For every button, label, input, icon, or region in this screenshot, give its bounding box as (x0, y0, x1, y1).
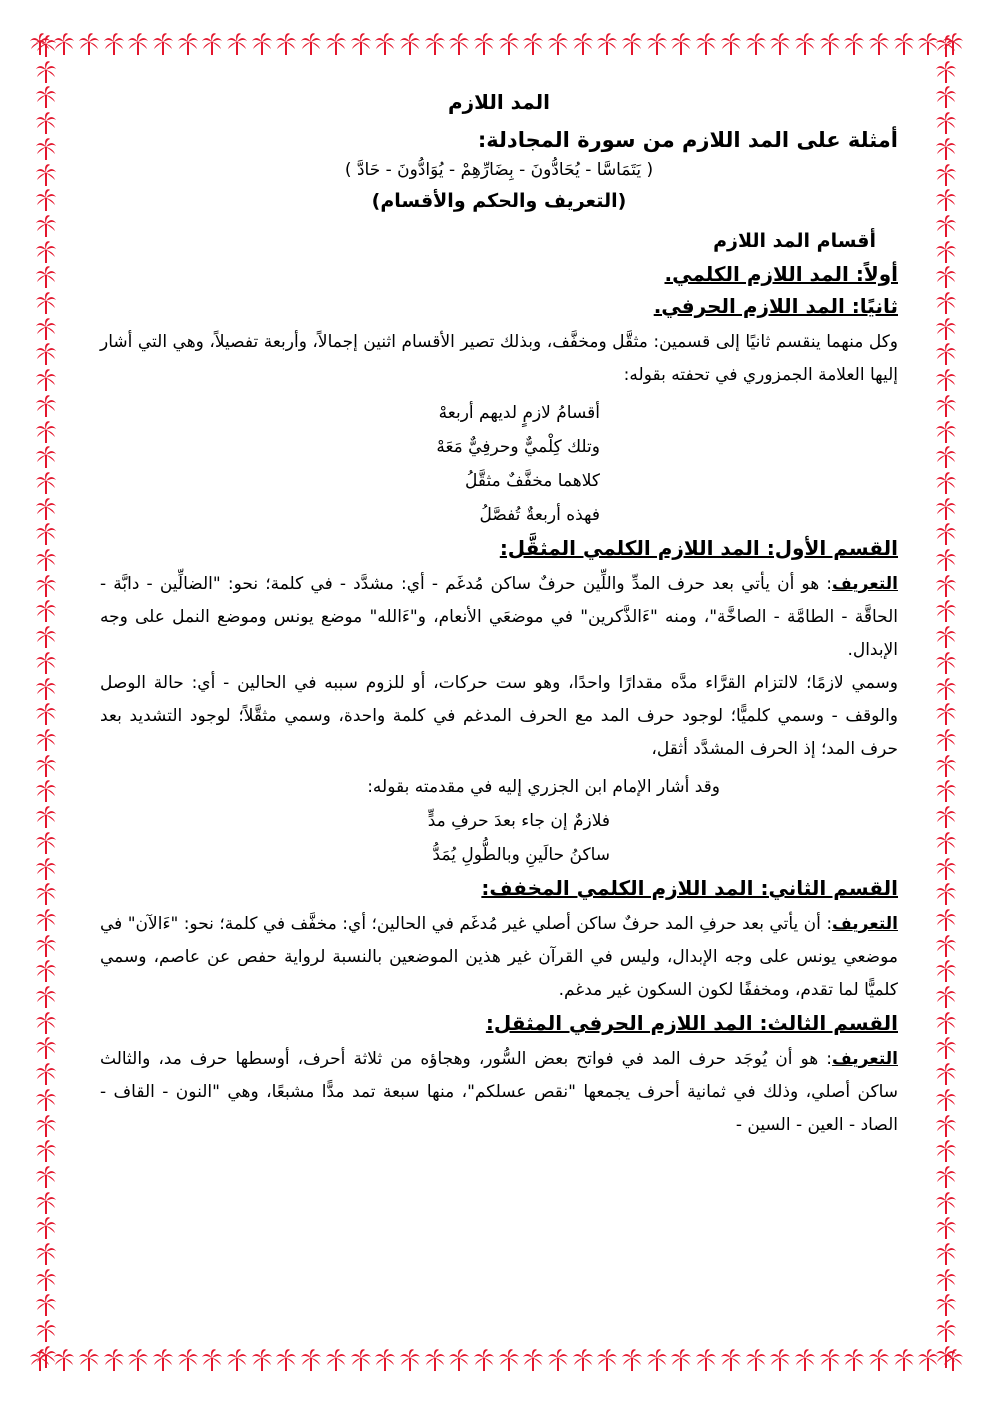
palm-tree-icon (103, 32, 125, 56)
palm-tree-icon (935, 214, 957, 238)
palm-tree-icon (374, 1348, 396, 1372)
definition-term: التعريف (832, 574, 898, 594)
palm-tree-icon (35, 882, 57, 906)
palm-tree-icon (35, 111, 57, 135)
palm-tree-icon (35, 394, 57, 418)
palm-tree-icon (935, 702, 957, 726)
palm-tree-icon (868, 32, 890, 56)
divisions-heading: أقسام المد اللازم (713, 230, 876, 252)
palm-tree-icon (350, 1348, 372, 1372)
examples-words: ( يَتَمَاسَّا - يُحَادُّونَ - بِضَارِّهِمْ - يُوَادُّونَ - حَادَّ ) (344, 160, 654, 180)
palm-tree-icon (35, 265, 57, 289)
palm-tree-icon (35, 754, 57, 778)
palm-tree-icon (843, 1348, 865, 1372)
poem-intro: وقد أشار الإمام ابن الجزري إليه في مقدمته بقوله: (367, 777, 720, 797)
second-kind-heading: ثانيًا: المد اللازم الحرفي. (653, 294, 898, 318)
palm-tree-icon (794, 32, 816, 56)
palm-tree-icon (695, 1348, 717, 1372)
palm-tree-icon (424, 1348, 446, 1372)
palm-tree-icon (78, 32, 100, 56)
palm-tree-icon (720, 1348, 742, 1372)
section1-naming: وسمي لازمًا؛ لالتزام القرَّاء مدَّه مقدارًا واحدًا، وهو ست حركات، أو للزوم سببه في الحالين - أي: حالة الوصل والوقف - وسمي كلميًّا؛ لوجود حرف المد مع الحرف المدغم في كلمة واحدة، وسمي مثقَّلاً؛ لوجود التشديد بعد حرف المد؛ إذ الحرف المشدَّد أثقل، (100, 673, 898, 759)
palm-tree-icon (35, 240, 57, 264)
palm-tree-icon (35, 1242, 57, 1266)
palm-tree-icon (325, 1348, 347, 1372)
palm-tree-icon (350, 32, 372, 56)
palm-tree-icon (35, 1036, 57, 1060)
palm-tree-icon (498, 32, 520, 56)
palm-tree-icon (745, 32, 767, 56)
palm-tree-icon (35, 625, 57, 649)
palm-tree-icon (35, 934, 57, 958)
palm-tree-icon (935, 548, 957, 572)
palm-tree-icon (935, 1165, 957, 1189)
palm-tree-icon (35, 34, 57, 58)
palm-tree-icon (646, 1348, 668, 1372)
palm-tree-icon (35, 1088, 57, 1112)
palm-tree-icon (935, 522, 957, 546)
intro-paragraph: وكل منهما ينقسم ثانيًا إلى قسمين: مثقَّل ومخفَّف، وبذلك تصير الأقسام اثنين إجمالاً، وأربعة تفصيلاً، وهي التي أشار إليها العلامة الجمزوري في تحفته بقوله: (100, 332, 898, 385)
palm-tree-icon (275, 1348, 297, 1372)
palm-tree-icon (35, 805, 57, 829)
palm-tree-icon (572, 1348, 594, 1372)
palm-tree-icon (935, 1242, 957, 1266)
palm-tree-icon (35, 137, 57, 161)
palm-tree-icon (35, 317, 57, 341)
palm-tree-icon (935, 625, 957, 649)
palm-tree-icon (935, 291, 957, 315)
palm-tree-icon (935, 959, 957, 983)
palm-tree-icon (35, 1114, 57, 1138)
palm-tree-icon (177, 32, 199, 56)
palm-tree-icon (935, 471, 957, 495)
palm-tree-icon (35, 677, 57, 701)
section2-heading: القسم الثاني: المد اللازم الكلمي المخفف: (481, 876, 898, 900)
palm-tree-icon (935, 1191, 957, 1215)
palm-tree-icon (152, 1348, 174, 1372)
palm-tree-icon (720, 32, 742, 56)
palm-tree-icon (935, 1011, 957, 1035)
poem-line: كلاهما مخفَّفٌ مثقَّلُ (464, 471, 600, 491)
poem-line: وتلك كِلْميٌّ وحرفِيٌّ مَعَهْ (436, 437, 600, 457)
palm-tree-icon (522, 32, 544, 56)
palm-tree-icon (448, 1348, 470, 1372)
section1-definition (100, 568, 898, 667)
palm-tree-icon (35, 497, 57, 521)
palm-tree-icon (35, 548, 57, 572)
palm-tree-icon (935, 1216, 957, 1240)
definition-term: التعريف (832, 914, 898, 934)
palm-tree-icon (522, 1348, 544, 1372)
palm-tree-icon (35, 522, 57, 546)
palm-tree-icon (935, 1293, 957, 1317)
palm-tree-icon (935, 599, 957, 623)
poem-line: أقسامُ لازمٍ لديهم أربعهْ (438, 403, 600, 423)
palm-tree-icon (35, 60, 57, 84)
palm-tree-icon (935, 651, 957, 675)
palm-tree-icon (177, 1348, 199, 1372)
palm-tree-icon (547, 1348, 569, 1372)
palm-tree-icon (35, 368, 57, 392)
palm-tree-icon (473, 1348, 495, 1372)
palm-tree-icon (935, 1088, 957, 1112)
palm-tree-icon (35, 85, 57, 109)
subtitle: (التعريف والحكم والأقسام) (371, 190, 627, 212)
palm-tree-icon (35, 599, 57, 623)
palm-tree-icon (893, 1348, 915, 1372)
palm-tree-icon (127, 1348, 149, 1372)
palm-tree-icon (201, 32, 223, 56)
palm-tree-icon (745, 1348, 767, 1372)
palm-tree-icon (35, 188, 57, 212)
palm-tree-icon (935, 1139, 957, 1163)
page-title: المد اللازم (447, 90, 550, 114)
palm-tree-icon (35, 214, 57, 238)
palm-tree-icon (201, 1348, 223, 1372)
palm-tree-icon (646, 32, 668, 56)
palm-tree-icon (35, 1011, 57, 1035)
palm-tree-icon (935, 1345, 957, 1369)
poem-jazari (100, 770, 898, 872)
section3-heading: القسم الثالث: المد اللازم الحرفي المثقل: (485, 1011, 898, 1035)
palm-tree-icon (300, 32, 322, 56)
palm-tree-icon (78, 1348, 100, 1372)
palm-tree-icon (35, 420, 57, 444)
poem-line: فلازمٌ إن جاء بعدَ حرفِ مدٍّ (427, 811, 610, 831)
palm-tree-icon (670, 1348, 692, 1372)
palm-tree-icon (325, 32, 347, 56)
palm-tree-icon (275, 32, 297, 56)
palm-tree-icon (935, 908, 957, 932)
palm-tree-icon (35, 651, 57, 675)
palm-tree-icon (498, 1348, 520, 1372)
palm-tree-icon (251, 1348, 273, 1372)
palm-tree-icon (547, 32, 569, 56)
palm-tree-icon (819, 32, 841, 56)
palm-tree-icon (35, 831, 57, 855)
palm-tree-icon (596, 1348, 618, 1372)
palm-tree-icon (935, 163, 957, 187)
palm-tree-icon (935, 420, 957, 444)
palm-tree-icon (596, 32, 618, 56)
palm-tree-icon (35, 574, 57, 598)
palm-tree-icon (424, 32, 446, 56)
palm-tree-icon (935, 342, 957, 366)
palm-tree-icon (935, 1114, 957, 1138)
palm-tree-icon (935, 60, 957, 84)
palm-tree-icon (35, 1216, 57, 1240)
poem-tuhfa (100, 396, 898, 532)
palm-tree-icon (35, 1268, 57, 1292)
palm-tree-icon (935, 677, 957, 701)
palm-tree-icon (935, 985, 957, 1009)
palm-tree-icon (769, 1348, 791, 1372)
palm-tree-icon (152, 32, 174, 56)
examples-heading: أمثلة على المد اللازم من سورة المجادلة: (477, 128, 898, 152)
palm-tree-icon (935, 934, 957, 958)
palm-tree-icon (621, 32, 643, 56)
palm-tree-icon (226, 32, 248, 56)
first-kind-heading: أولاً: المد اللازم الكلمي. (664, 262, 898, 286)
poem-line: ساكنُ حالَينِ وبالطُّولِ يُمَدُّ (432, 845, 610, 865)
palm-tree-icon (399, 32, 421, 56)
palm-tree-icon (670, 32, 692, 56)
palm-tree-icon (935, 188, 957, 212)
palm-tree-icon (935, 265, 957, 289)
definition-text: : أن يأتي بعد حرفِ المد حرفٌ ساكن أصلي غير مُدغَم في الحالين؛ أي: مخفَّف في كلمة؛ نحو: "ءَالآن" في موضعي يونس على وجه الإبدال، وليس في القرآن غير هذين الموضعين بالنسبة لرواية حفص عن عاصم، وسمي كلميًّا لما تقدم، ومخففًا لكون السكون غير مدغم. (100, 914, 898, 1000)
palm-tree-icon (35, 1293, 57, 1317)
palm-tree-icon (35, 702, 57, 726)
palm-tree-icon (127, 32, 149, 56)
palm-tree-icon (448, 32, 470, 56)
palm-tree-icon (893, 32, 915, 56)
palm-tree-icon (35, 1191, 57, 1215)
palm-tree-icon (35, 728, 57, 752)
section2-definition (100, 908, 898, 1007)
palm-tree-icon (935, 805, 957, 829)
palm-tree-icon (300, 1348, 322, 1372)
palm-tree-icon (935, 882, 957, 906)
border-right (932, 34, 960, 1369)
palm-tree-icon (935, 831, 957, 855)
palm-tree-icon (935, 857, 957, 881)
palm-tree-icon (226, 1348, 248, 1372)
palm-tree-icon (35, 342, 57, 366)
palm-tree-icon (695, 32, 717, 56)
palm-tree-icon (399, 1348, 421, 1372)
palm-tree-icon (935, 497, 957, 521)
section3-definition (100, 1043, 898, 1142)
palm-tree-icon (35, 445, 57, 469)
palm-tree-icon (935, 1062, 957, 1086)
definition-term: التعريف (832, 1049, 898, 1069)
palm-tree-icon (935, 137, 957, 161)
palm-tree-icon (473, 32, 495, 56)
palm-tree-icon (572, 32, 594, 56)
palm-tree-icon (35, 857, 57, 881)
palm-tree-icon (35, 985, 57, 1009)
border-bottom (28, 1346, 964, 1374)
border-left (32, 34, 60, 1369)
palm-tree-icon (935, 317, 957, 341)
palm-tree-icon (935, 754, 957, 778)
palm-tree-icon (35, 1062, 57, 1086)
palm-tree-icon (935, 445, 957, 469)
palm-tree-icon (35, 779, 57, 803)
palm-tree-icon (819, 1348, 841, 1372)
palm-tree-icon (103, 1348, 125, 1372)
palm-tree-icon (935, 240, 957, 264)
palm-tree-icon (35, 163, 57, 187)
border-top (28, 30, 964, 58)
palm-tree-icon (935, 1319, 957, 1343)
palm-tree-icon (935, 779, 957, 803)
palm-tree-icon (35, 1319, 57, 1343)
palm-tree-icon (935, 1036, 957, 1060)
palm-tree-icon (35, 959, 57, 983)
document-page (100, 90, 898, 1142)
palm-tree-icon (935, 368, 957, 392)
palm-tree-icon (35, 1165, 57, 1189)
poem-line: فهذه أربعةٌ تُفصَّلُ (479, 505, 600, 525)
palm-tree-icon (35, 1139, 57, 1163)
palm-tree-icon (251, 32, 273, 56)
palm-tree-icon (35, 471, 57, 495)
palm-tree-icon (374, 32, 396, 56)
palm-tree-icon (935, 728, 957, 752)
palm-tree-icon (769, 32, 791, 56)
palm-tree-icon (935, 34, 957, 58)
palm-tree-icon (794, 1348, 816, 1372)
section1-heading: القسم الأول: المد اللازم الكلمي المثقَّل: (499, 536, 898, 560)
palm-tree-icon (868, 1348, 890, 1372)
palm-tree-icon (935, 85, 957, 109)
palm-tree-icon (935, 111, 957, 135)
palm-tree-icon (621, 1348, 643, 1372)
definition-text: : هو أن يُوجَد حرف المد في فواتح بعض السُّور، وهجاؤه من ثلاثة أحرف، أوسطها حرف مد، والثالث ساكن أصلي، وذلك في ثمانية أحرف يجمعها "نقص عسلكم"، منها سبعة تمد مدًّا مشبعًا، وهي "النون - القاف - الصاد - العين - السين - (100, 1049, 898, 1135)
palm-tree-icon (35, 908, 57, 932)
definition-text: : هو أن يأتي بعد حرف المدِّ واللِّين حرفٌ ساكن مُدغَم - أي: مشدَّد - في كلمة؛ نحو: "الضالِّين - دابَّة - الحاقَّة - الطامَّة - الصاخَّة"، ومنه "ءَالذَّكرين" في موضعَي الأنعام، و"ءَالله" موضع يونس وموضع النمل على وجه الإبدال. (100, 574, 898, 660)
palm-tree-icon (35, 1345, 57, 1369)
palm-tree-icon (935, 1268, 957, 1292)
palm-tree-icon (843, 32, 865, 56)
palm-tree-icon (935, 574, 957, 598)
palm-tree-icon (35, 291, 57, 315)
palm-tree-icon (935, 394, 957, 418)
